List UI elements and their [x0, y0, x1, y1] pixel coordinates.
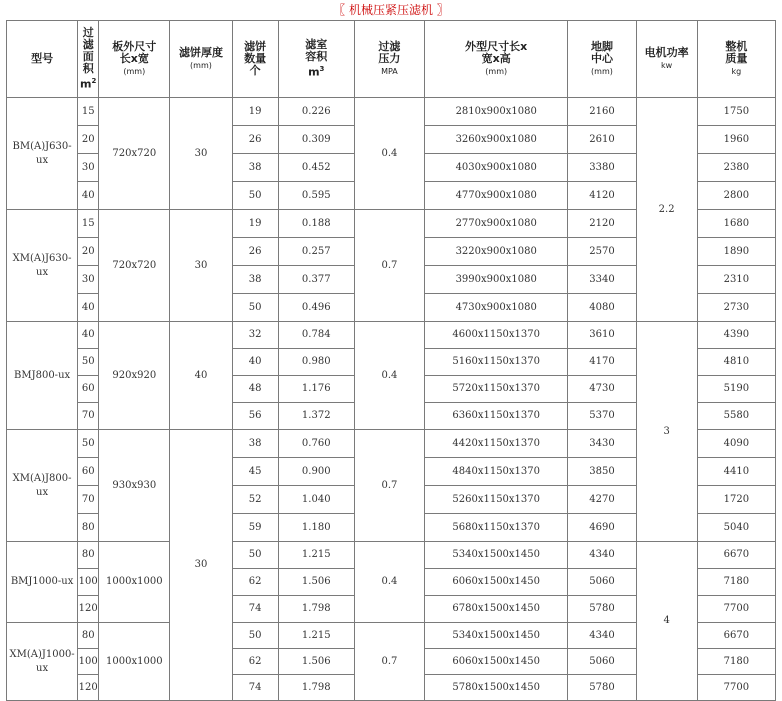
chamber-volume-cell: 1.506 [278, 569, 354, 596]
cake-thickness-cell: 40 [170, 322, 232, 430]
area-cell: 70 [78, 403, 99, 430]
plate-count-cell: 59 [232, 514, 278, 542]
foot-center-cell: 5370 [568, 403, 636, 430]
foot-center-cell: 4170 [568, 349, 636, 376]
area-cell: 120 [78, 596, 99, 623]
foot-center-cell: 3610 [568, 322, 636, 349]
dimensions-cell: 5160x1150x1370 [425, 349, 568, 376]
plate-count-cell: 52 [232, 486, 278, 514]
area-cell: 80 [78, 514, 99, 542]
chamber-volume-cell: 1.215 [278, 542, 354, 569]
chamber-volume-cell: 0.496 [278, 294, 354, 322]
area-cell: 100 [78, 649, 99, 675]
plate-size-cell: 1000x1000 [99, 623, 170, 701]
dimensions-cell: 5260x1150x1370 [425, 486, 568, 514]
chamber-volume-cell: 0.188 [278, 210, 354, 238]
foot-center-cell: 4270 [568, 486, 636, 514]
area-cell: 20 [78, 126, 99, 154]
foot-center-cell: 2610 [568, 126, 636, 154]
weight-cell: 7700 [697, 596, 775, 623]
weight-cell: 6670 [697, 623, 775, 649]
chamber-volume-cell: 1.506 [278, 649, 354, 675]
area-cell: 30 [78, 266, 99, 294]
pressure-cell: 0.4 [354, 542, 424, 623]
weight-cell: 7180 [697, 649, 775, 675]
dimensions-cell: 5680x1150x1370 [425, 514, 568, 542]
chamber-volume-cell: 1.372 [278, 403, 354, 430]
weight-cell: 2310 [697, 266, 775, 294]
chamber-volume-cell: 0.309 [278, 126, 354, 154]
plate-count-cell: 56 [232, 403, 278, 430]
weight-cell: 7700 [697, 675, 775, 701]
area-cell: 120 [78, 675, 99, 701]
foot-center-cell: 3850 [568, 458, 636, 486]
header-motor-power: 电机功率 kw [636, 21, 697, 98]
plate-size-cell: 720x720 [99, 98, 170, 210]
area-cell: 100 [78, 569, 99, 596]
plate-size-cell: 920x920 [99, 322, 170, 430]
chamber-volume-cell: 0.257 [278, 238, 354, 266]
dimensions-cell: 6360x1150x1370 [425, 403, 568, 430]
weight-cell: 2800 [697, 182, 775, 210]
chamber-volume-cell: 1.798 [278, 675, 354, 701]
dimensions-cell: 5780x1500x1450 [425, 675, 568, 701]
header-model: 型号 [7, 21, 78, 98]
dimensions-cell: 5340x1500x1450 [425, 542, 568, 569]
foot-center-cell: 2160 [568, 98, 636, 126]
dimensions-cell: 3220x900x1080 [425, 238, 568, 266]
area-cell: 70 [78, 486, 99, 514]
dimensions-cell: 4420x1150x1370 [425, 430, 568, 458]
header-area: 过滤面积 $m^2$ [78, 21, 99, 98]
dimensions-cell: 4840x1150x1370 [425, 458, 568, 486]
model-cell: BM(A)J630-ux [7, 98, 78, 210]
dimensions-cell: 2770x900x1080 [425, 210, 568, 238]
weight-cell: 1720 [697, 486, 775, 514]
page-title: 〖 机械压紧压滤机 〗 [333, 3, 449, 17]
header-chamber-volume: 滤室容积 $m^3$ [278, 21, 354, 98]
plate-count-cell: 40 [232, 349, 278, 376]
model-cell: BMJ1000-ux [7, 542, 78, 623]
foot-center-cell: 4340 [568, 623, 636, 649]
foot-center-cell: 4690 [568, 514, 636, 542]
area-cell: 50 [78, 349, 99, 376]
pressure-cell: 0.4 [354, 322, 424, 430]
model-cell: XM(A)J800-ux [7, 430, 78, 542]
dimensions-cell: 6780x1500x1450 [425, 596, 568, 623]
foot-center-cell: 5060 [568, 649, 636, 675]
foot-center-cell: 4730 [568, 376, 636, 403]
plate-count-cell: 45 [232, 458, 278, 486]
header-cake-thickness: 滤饼厚度 (mm) [170, 21, 232, 98]
header-plate-size: 板外尺寸长x宽 (mm) [99, 21, 170, 98]
cake-thickness-cell: 30 [170, 210, 232, 322]
plate-count-cell: 26 [232, 126, 278, 154]
dimensions-cell: 5720x1150x1370 [425, 376, 568, 403]
area-cell: 80 [78, 623, 99, 649]
weight-cell: 7180 [697, 569, 775, 596]
plate-size-cell: 1000x1000 [99, 542, 170, 623]
plate-count-cell: 38 [232, 154, 278, 182]
plate-count-cell: 62 [232, 649, 278, 675]
dimensions-cell: 5340x1500x1450 [425, 623, 568, 649]
plate-count-cell: 38 [232, 430, 278, 458]
area-cell: 40 [78, 182, 99, 210]
header-plate-count: 滤饼数量个 [232, 21, 278, 98]
area-cell: 80 [78, 542, 99, 569]
cake-thickness-cell: 30 [170, 98, 232, 210]
foot-center-cell: 5060 [568, 569, 636, 596]
plate-count-cell: 38 [232, 266, 278, 294]
chamber-volume-cell: 1.180 [278, 514, 354, 542]
foot-center-cell: 4340 [568, 542, 636, 569]
table-row [7, 322, 776, 349]
plate-count-cell: 50 [232, 623, 278, 649]
chamber-volume-cell: 1.215 [278, 623, 354, 649]
header-foot-center: 地脚中心 (mm) [568, 21, 636, 98]
weight-cell: 5040 [697, 514, 775, 542]
pressure-cell: 0.7 [354, 623, 424, 701]
header-pressure: 过滤压力 MPA [354, 21, 424, 98]
area-cell: 60 [78, 376, 99, 403]
chamber-volume-cell: 0.980 [278, 349, 354, 376]
weight-cell: 4410 [697, 458, 775, 486]
cake-thickness-cell: 30 [170, 430, 232, 701]
chamber-volume-cell: 0.377 [278, 266, 354, 294]
area-cell: 15 [78, 98, 99, 126]
plate-count-cell: 50 [232, 294, 278, 322]
dimensions-cell: 6060x1500x1450 [425, 649, 568, 675]
pressure-cell: 0.4 [354, 98, 424, 210]
weight-cell: 1680 [697, 210, 775, 238]
header-weight: 整机质量 kg [697, 21, 775, 98]
table-row [7, 98, 776, 126]
foot-center-cell: 3430 [568, 430, 636, 458]
dimensions-cell: 4730x900x1080 [425, 294, 568, 322]
area-cell: 15 [78, 210, 99, 238]
area-cell: 30 [78, 154, 99, 182]
chamber-volume-cell: 0.784 [278, 322, 354, 349]
weight-cell: 4390 [697, 322, 775, 349]
weight-cell: 4090 [697, 430, 775, 458]
foot-center-cell: 3380 [568, 154, 636, 182]
model-cell: BMJ800-ux [7, 322, 78, 430]
weight-cell: 2730 [697, 294, 775, 322]
dimensions-cell: 2810x900x1080 [425, 98, 568, 126]
pressure-cell: 0.7 [354, 210, 424, 322]
foot-center-cell: 5780 [568, 675, 636, 701]
header-row [7, 21, 776, 98]
area-cell: 40 [78, 322, 99, 349]
chamber-volume-cell: 1.798 [278, 596, 354, 623]
plate-count-cell: 74 [232, 596, 278, 623]
spec-body [7, 98, 776, 701]
weight-cell: 1960 [697, 126, 775, 154]
foot-center-cell: 2120 [568, 210, 636, 238]
dimensions-cell: 4770x900x1080 [425, 182, 568, 210]
area-cell: 60 [78, 458, 99, 486]
chamber-volume-cell: 1.040 [278, 486, 354, 514]
plate-count-cell: 19 [232, 98, 278, 126]
chamber-volume-cell: 0.595 [278, 182, 354, 210]
plate-count-cell: 19 [232, 210, 278, 238]
chamber-volume-cell: 1.176 [278, 376, 354, 403]
weight-cell: 5190 [697, 376, 775, 403]
weight-cell: 5580 [697, 403, 775, 430]
spec-table [6, 20, 776, 701]
model-cell: XM(A)J1000-ux [7, 623, 78, 701]
foot-center-cell: 5780 [568, 596, 636, 623]
foot-center-cell: 2570 [568, 238, 636, 266]
pressure-cell: 0.7 [354, 430, 424, 542]
plate-size-cell: 930x930 [99, 430, 170, 542]
chamber-volume-cell: 0.760 [278, 430, 354, 458]
plate-count-cell: 62 [232, 569, 278, 596]
plate-count-cell: 32 [232, 322, 278, 349]
weight-cell: 1750 [697, 98, 775, 126]
plate-count-cell: 26 [232, 238, 278, 266]
weight-cell: 1890 [697, 238, 775, 266]
foot-center-cell: 4120 [568, 182, 636, 210]
model-cell: XM(A)J630-ux [7, 210, 78, 322]
foot-center-cell: 3340 [568, 266, 636, 294]
area-cell: 20 [78, 238, 99, 266]
weight-cell: 4810 [697, 349, 775, 376]
area-cell: 50 [78, 430, 99, 458]
dimensions-cell: 4030x900x1080 [425, 154, 568, 182]
plate-size-cell: 720x720 [99, 210, 170, 322]
dimensions-cell: 3260x900x1080 [425, 126, 568, 154]
chamber-volume-cell: 0.226 [278, 98, 354, 126]
plate-count-cell: 74 [232, 675, 278, 701]
dimensions-cell: 6060x1500x1450 [425, 569, 568, 596]
chamber-volume-cell: 0.452 [278, 154, 354, 182]
table-row [7, 542, 776, 569]
foot-center-cell: 4080 [568, 294, 636, 322]
motor-power-cell: 3 [636, 322, 697, 542]
header-dimensions: 外型尺寸长x宽x高 (mm) [425, 21, 568, 98]
motor-power-cell: 4 [636, 542, 697, 701]
dimensions-cell: 3990x900x1080 [425, 266, 568, 294]
plate-count-cell: 50 [232, 182, 278, 210]
dimensions-cell: 4600x1150x1370 [425, 322, 568, 349]
plate-count-cell: 48 [232, 376, 278, 403]
chamber-volume-cell: 0.900 [278, 458, 354, 486]
motor-power-cell: 2.2 [636, 98, 697, 322]
plate-count-cell: 50 [232, 542, 278, 569]
weight-cell: 6670 [697, 542, 775, 569]
area-cell: 40 [78, 294, 99, 322]
weight-cell: 2380 [697, 154, 775, 182]
